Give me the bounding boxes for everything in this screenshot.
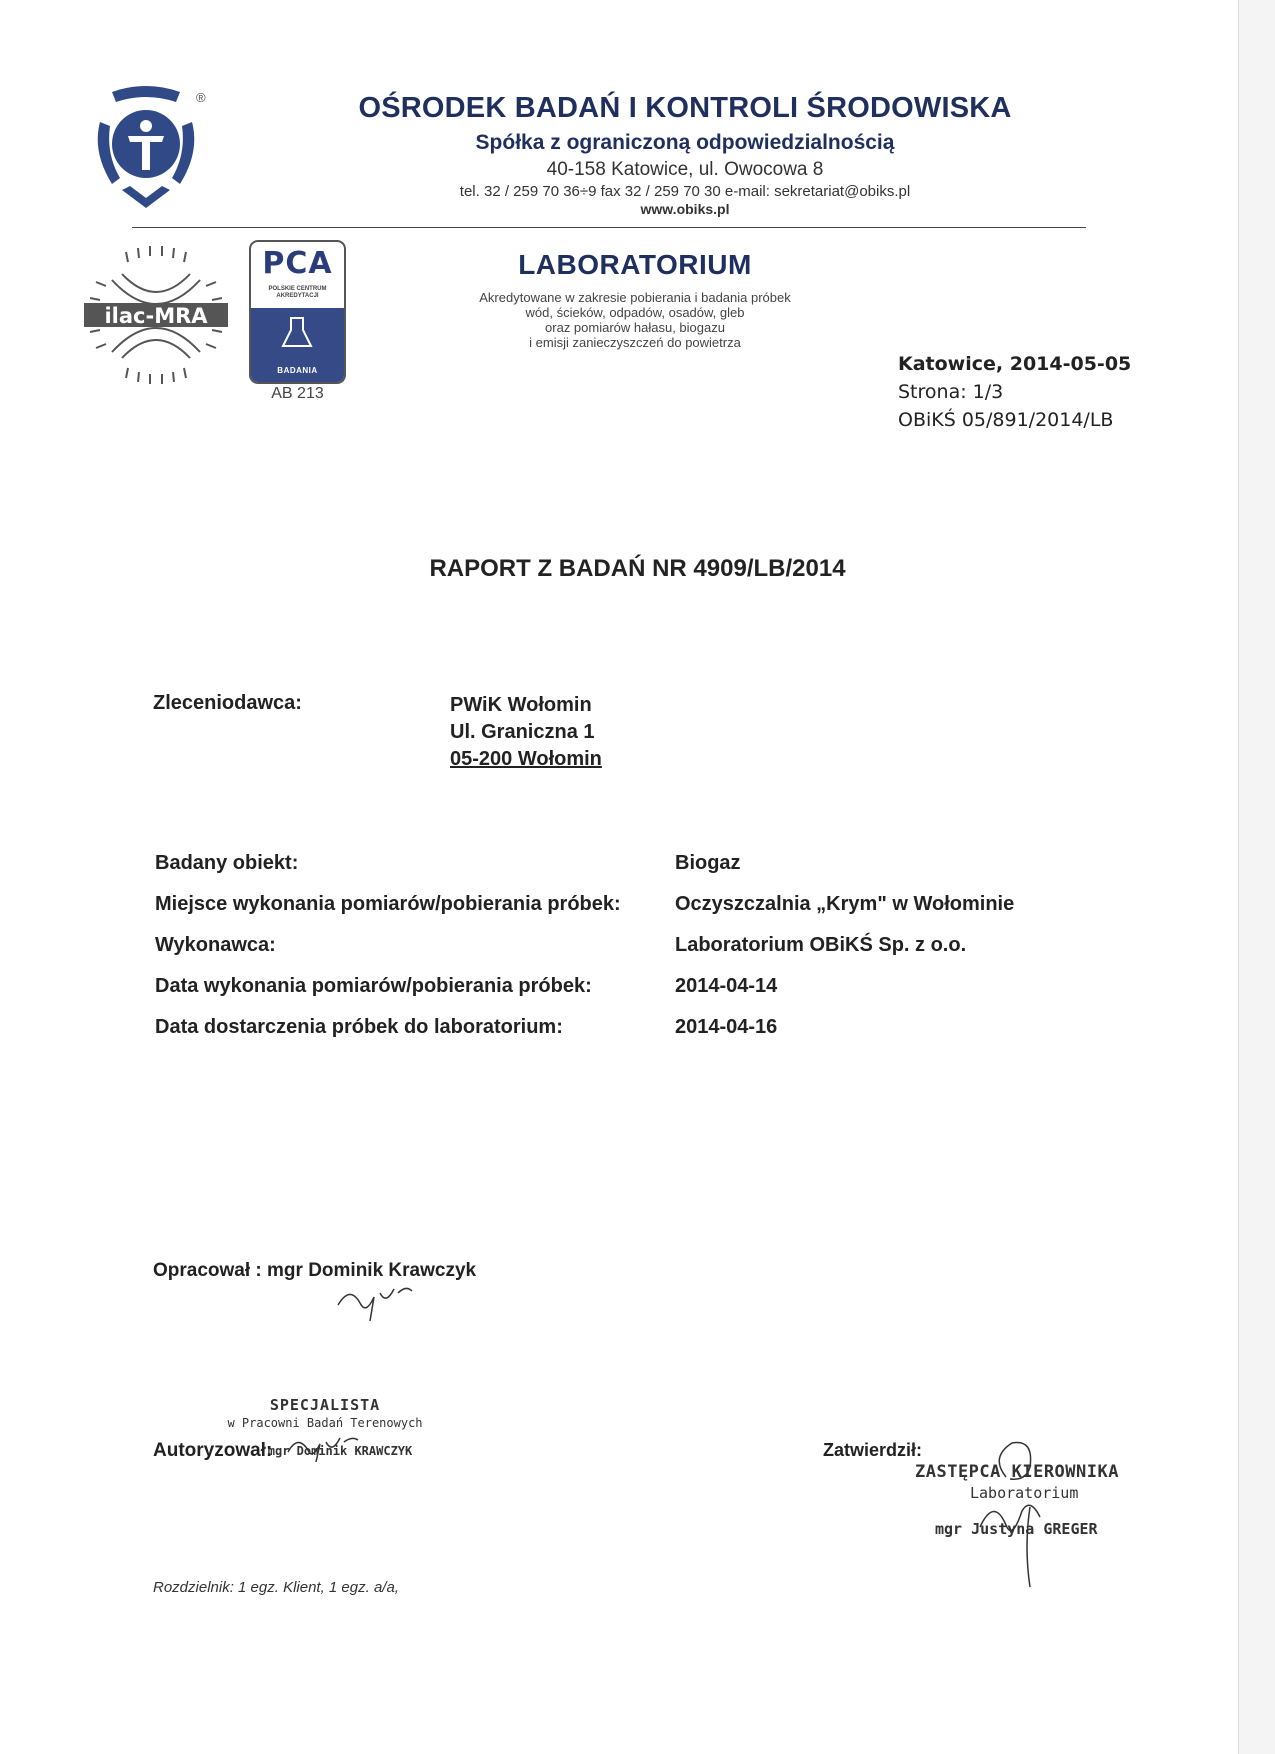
client-street: Ul. Graniczna 1 — [450, 721, 595, 743]
pca-subtitle-line-2: AKREDYTACJI — [276, 293, 319, 299]
laboratory-title: LABORATORIUM — [518, 249, 752, 280]
header-divider — [132, 227, 1086, 228]
organization-subtitle: Spółka z ograniczoną odpowiedzialnością — [475, 131, 895, 154]
pca-badania-label: BADANIA — [277, 366, 318, 375]
laboratory-description — [440, 290, 830, 350]
detail-label: Data wykonania pomiarów/pobierania próbek: — [155, 975, 592, 997]
detail-row — [155, 975, 1105, 1016]
report-title: RAPORT Z BADAŃ NR 4909/LB/2014 — [429, 555, 846, 582]
pca-title: PCA — [262, 246, 333, 281]
handwritten-signature — [330, 1275, 420, 1325]
detail-row — [155, 893, 1105, 934]
registered-mark: ® — [196, 90, 206, 105]
detail-value: Oczyszczalnia „Krym" w Wołominie — [675, 893, 1015, 915]
detail-value: 2014-04-16 — [675, 1016, 778, 1038]
organization-address: 40-158 Katowice, ul. Owocowa 8 — [546, 159, 824, 180]
handwritten-signature — [960, 1437, 1060, 1597]
client-name: PWiK Wołomin — [450, 694, 592, 716]
client-address — [450, 692, 602, 773]
report-details — [155, 852, 1105, 1057]
stamp-person: mgr Justyna GREGER — [935, 1520, 1098, 1538]
ilac-text: ilac-MRA — [104, 304, 208, 328]
obiks-logo-icon — [82, 82, 210, 216]
handwritten-signature — [282, 1430, 362, 1465]
detail-label: Miejsce wykonania pomiarów/pobierania próbek: — [155, 893, 621, 915]
document-date: Katowice, 2014-05-05 — [898, 353, 1132, 375]
pca-subtitle — [251, 286, 344, 300]
client-city: 05-200 Wołomin — [450, 748, 602, 770]
stamp-title: SPECJALISTA — [269, 1396, 381, 1414]
detail-row — [155, 1016, 1105, 1057]
distribution-note: Rozdzielnik: 1 egz. Klient, 1 egz. a/a, — [153, 1579, 399, 1596]
organization-name: OŚRODEK BADAŃ I KONTROLI ŚRODOWISKA — [358, 92, 1012, 124]
laboratory-description-line: i emisji zanieczyszczeń do powietrza — [529, 335, 741, 350]
page-number: Strona: 1/3 — [898, 381, 1004, 403]
ilac-mra-logo-icon — [82, 240, 230, 390]
laboratory-description-line: wód, ścieków, odpadów, osadów, gleb — [525, 305, 745, 320]
approved-label: Zatwierdził: — [823, 1440, 923, 1460]
detail-label: Data dostarczenia próbek do laboratorium: — [155, 1016, 563, 1038]
detail-label: Wykonawca: — [155, 934, 276, 956]
document-meta — [898, 350, 1131, 434]
prepared-by: Opracował : mgr Dominik Krawczyk — [153, 1260, 477, 1281]
scan-edge — [1238, 0, 1275, 1754]
detail-row — [155, 934, 1105, 975]
detail-label: Badany obiekt: — [155, 852, 299, 874]
stamp-department: w Pracowni Badań Terenowych — [227, 1416, 423, 1430]
pca-subtitle-line-1: POLSKIE CENTRUM — [268, 286, 327, 292]
detail-value: 2014-04-14 — [675, 975, 778, 997]
document-reference: OBiKŚ 05/891/2014/LB — [898, 409, 1114, 431]
pca-logo — [249, 240, 346, 384]
laboratory-description-line: Akredytowane w zakresie pobierania i badania próbek — [479, 290, 791, 305]
laboratory-description-line: oraz pomiarów hałasu, biogazu — [545, 320, 725, 335]
pca-accreditation-code: AB 213 — [271, 385, 324, 402]
detail-value: Laboratorium OBiKŚ Sp. z o.o. — [675, 934, 967, 956]
organization-contact: tel. 32 / 259 70 36÷9 fax 32 / 259 70 30 e-mail: sekretariat@obiks.pl — [459, 183, 911, 200]
flask-icon — [251, 308, 344, 364]
client-label: Zleceniodawca: — [153, 692, 302, 714]
stamp-title: ZASTĘPCA KIEROWNIKA — [915, 1462, 1119, 1482]
authorized-label: Autoryzował: — [153, 1440, 273, 1461]
detail-row — [155, 852, 1105, 893]
stamp-person: mgr Dominik KRAWCZYK — [267, 1444, 413, 1458]
detail-value: Biogaz — [675, 852, 741, 874]
organization-website: www.obiks.pl — [640, 201, 730, 217]
stamp-department: Laboratorium — [970, 1484, 1079, 1502]
